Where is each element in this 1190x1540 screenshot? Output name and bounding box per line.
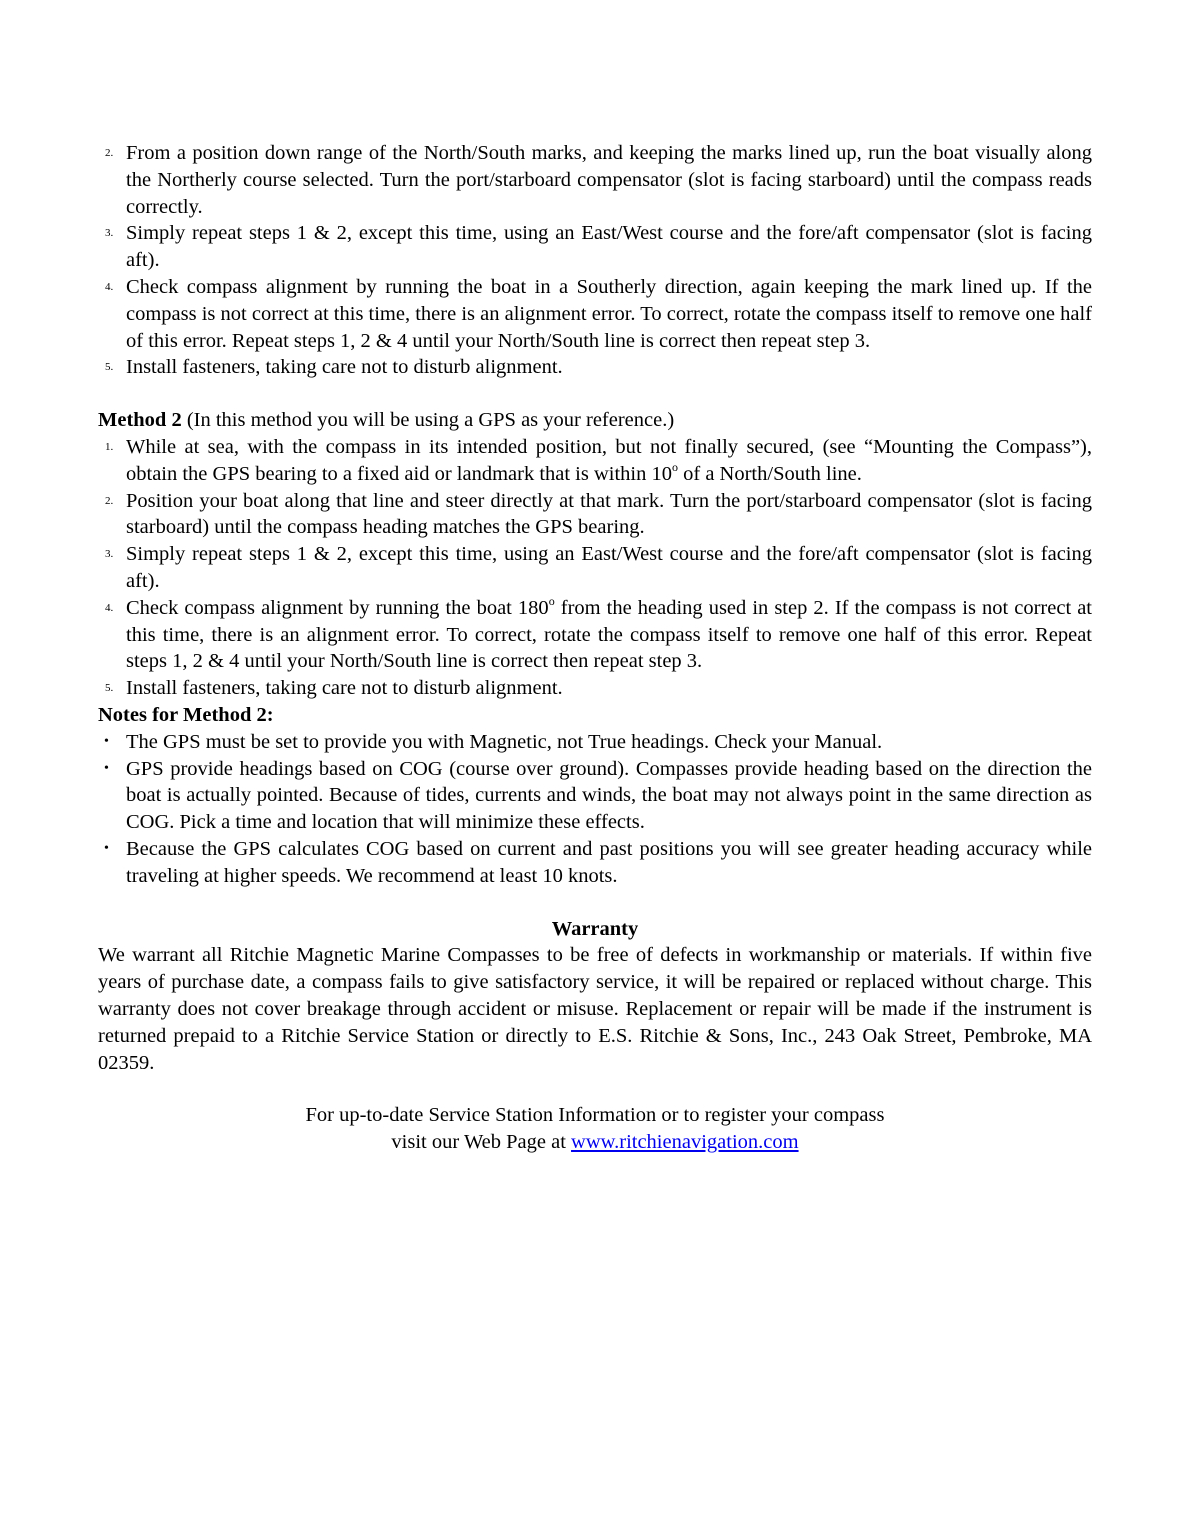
step-number: 3. [105, 548, 114, 561]
method1-step-4 [98, 274, 1092, 354]
notes-heading: Notes for Method 2: [98, 703, 274, 726]
note-text: Because the GPS calculates COG based on current and past positions you will see greater heading accuracy while traveling at higher speeds. We recommend at least 10 knots. [126, 837, 1092, 887]
step-number: 2. [105, 147, 114, 159]
bullet-icon: • [104, 733, 109, 749]
step-text: Install fasteners, taking care not to disturb alignment. [126, 356, 563, 379]
method2-step-1 [98, 434, 1092, 488]
step-number: 4. [105, 601, 114, 614]
step-text: Check compass alignment by running the boat 180$^o$ from the heading used in step 2. If the compass is not correct at this time, there is an alignment error. To correct, rotate the compass itself to remove one half of this error. Repeat steps 1, 2 & 4 until your North/South line is correct then repeat step 3. [126, 593, 1092, 673]
step-text: Install fasteners, taking care not to disturb alignment. [126, 677, 563, 700]
bullet-icon: • [104, 840, 109, 856]
step-number: 2. [105, 494, 114, 507]
step-text: Position your boat along that line and steer directly at that mark. Turn the port/starboard compensator (slot is facing starboard) until the compass heading matches the GPS bearing. [126, 489, 1092, 539]
method2-step-3 [98, 541, 1092, 595]
notes-item [98, 729, 1092, 756]
bullet-icon: • [104, 760, 109, 776]
note-text: GPS provide headings based on COG (course over ground). Compasses provide heading based on the direction the boat is actually pointed. Because of tides, currents and winds, the boat may not always point in the same direction as COG. Pick a time and location that will minimize these effects. [126, 757, 1092, 834]
note-text: The GPS must be set to provide you with Magnetic, not True headings. Check your Manual. [126, 730, 883, 753]
method1-step-2 [98, 140, 1092, 220]
method2-heading: Method 2 [98, 409, 182, 432]
step-text: While at sea, with the compass in its intended position, but not finally secured, (see “Mounting the Compass”), obtain the GPS bearing to a fixed aid or landmark that is within 10$^o$ of a North/South line. [126, 435, 1092, 485]
footer-line-1: For up-to-date Service Station Information or to register your compass [305, 1104, 885, 1127]
step-text: From a position down range of the North/South marks, and keeping the marks lined up, run the boat visually along the Northerly course selected. Turn the port/starboard compensator (slot is facing starboard) until the compass reads correctly. [126, 142, 1092, 218]
document-page [98, 140, 1092, 1156]
website-link[interactable]: www.ritchienavigation.com [571, 1131, 799, 1154]
notes-item [98, 836, 1092, 890]
method2-step-2 [98, 488, 1092, 542]
method1-step-5 [98, 354, 1092, 381]
warranty-text: We warrant all Ritchie Magnetic Marine Compasses to be free of defects in workmanship or materials. If within five years of purchase date, a compass fails to give satisfactory service, it will be repaired or replaced without charge. This warranty does not cover breakage through accident or misuse. Replacement or repair will be made if the instrument is returned prepaid to a Ritchie Service Station or directly to E.S. Ritchie & Sons, Inc., 243 Oak Street, Pembroke, MA 02359. [98, 944, 1092, 1074]
step-number: 3. [105, 227, 114, 240]
method2-step-5 [98, 675, 1092, 702]
step-text: Check compass alignment by running the boat in a Southerly direction, again keeping the mark lined up. If the compass is not correct at this time, there is an alignment error. To correct, rotate the compass itself to remove one half of this error. Repeat steps 1, 2 & 4 until your North/South line is correct then repeat step 3. [126, 275, 1092, 352]
warranty-heading: Warranty [551, 917, 639, 940]
step-text: Simply repeat steps 1 & 2, except this time, using an East/West course and the fore/aft compensator (slot is facing aft). [126, 543, 1092, 592]
step-text: Simply repeat steps 1 & 2, except this time, using an East/West course and the fore/aft compensator (slot is facing aft). [126, 222, 1092, 272]
method1-step-3 [98, 220, 1092, 274]
step-number: 4. [105, 280, 114, 293]
footer-prefix: visit our Web Page at [391, 1131, 572, 1154]
method2-step-4 [98, 595, 1092, 675]
method2-intro: (In this method you will be using a GPS as your reference.) [181, 409, 675, 432]
method2-heading-line [98, 407, 1092, 434]
footer-line-2 [98, 1129, 1092, 1156]
step-number: 1. [105, 440, 114, 453]
step-number: 5. [105, 361, 114, 374]
step-number: 5. [105, 682, 114, 695]
notes-item [98, 756, 1092, 836]
